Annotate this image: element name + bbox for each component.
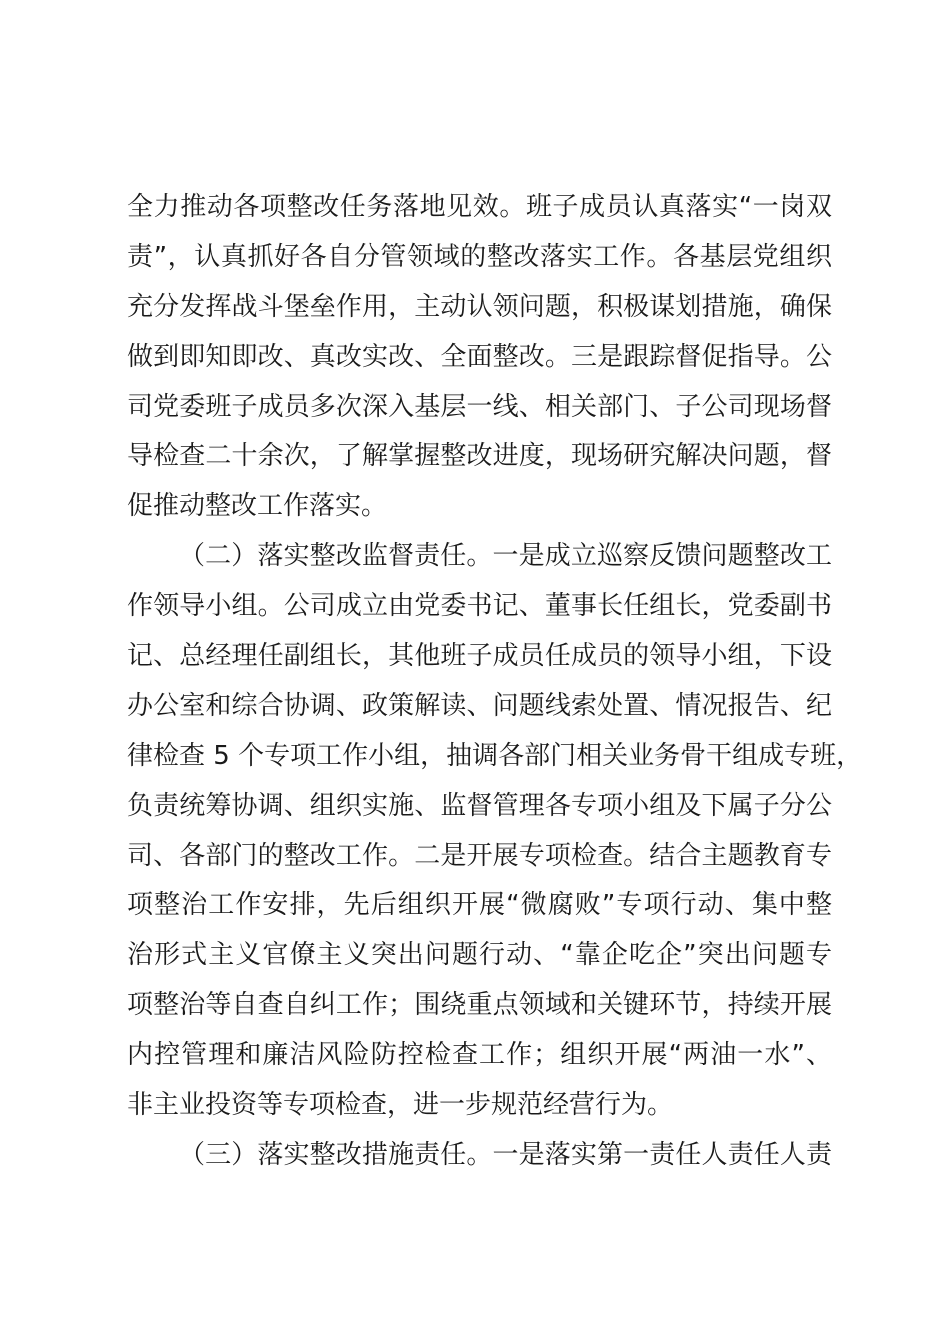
text-line: 项整治等自查自纠工作；围绕重点领域和关键环节，持续开展 — [127, 990, 832, 1021]
text-line: 记、总经理任副组长，其他班子成员任成员的领导小组，下设 — [127, 641, 832, 672]
text-line: 项整治工作安排，先后组织开展“微腐败”专项行动、集中整 — [127, 890, 832, 921]
paragraph-2 — [127, 532, 863, 1131]
text-line: 充分发挥战斗堡垒作用，主动认领问题，积极谋划措施，确保 — [127, 291, 832, 322]
text-line: 治形式主义官僚主义突出问题行动、“靠企吃企”突出问题专 — [127, 940, 832, 971]
text-line: 导检查二十余次，了解掌握整改进度，现场研究解决问题，督 — [127, 441, 832, 472]
text-line: 负责统筹协调、组织实施、监督管理各专项小组及下属子分公 — [127, 790, 832, 821]
paragraph-3 — [127, 1131, 832, 1181]
text-line: 内控管理和廉洁风险防控检查工作；组织开展“两油一水”、 — [127, 1040, 832, 1071]
text-line: 司、各部门的整改工作。二是开展专项检查。结合主题教育专 — [127, 840, 832, 871]
text-line: 做到即知即改、真改实改、全面整改。三是跟踪督促指导。公 — [127, 341, 832, 372]
text-line: （二）落实整改监督责任。一是成立巡察反馈问题整改工 — [179, 541, 832, 572]
text-line: 非主业投资等专项检查，进一步规范经营行为。 — [127, 1090, 674, 1121]
text-line: 司党委班子成员多次深入基层一线、相关部门、子公司现场督 — [127, 391, 832, 422]
text-line: 律检查 5 个专项工作小组，抽调各部门相关业务骨干组成专班， — [127, 740, 863, 771]
text-line: 作领导小组。公司成立由党委书记、董事长任组长，党委副书 — [127, 591, 832, 622]
text-line: 办公室和综合协调、政策解读、问题线索处置、情况报告、纪 — [127, 690, 832, 721]
text-line: 促推动整改工作落实。 — [127, 491, 388, 522]
text-line: 责”，认真抓好各自分管领域的整改落实工作。各基层党组织 — [127, 241, 832, 272]
document-body — [127, 183, 863, 1181]
paragraph-1 — [127, 183, 832, 532]
text-line: 全力推动各项整改任务落地见效。班子成员认真落实“一岗双 — [127, 192, 832, 222]
text-line: （三）落实整改措施责任。一是落实第一责任人责任人责 — [179, 1139, 832, 1170]
